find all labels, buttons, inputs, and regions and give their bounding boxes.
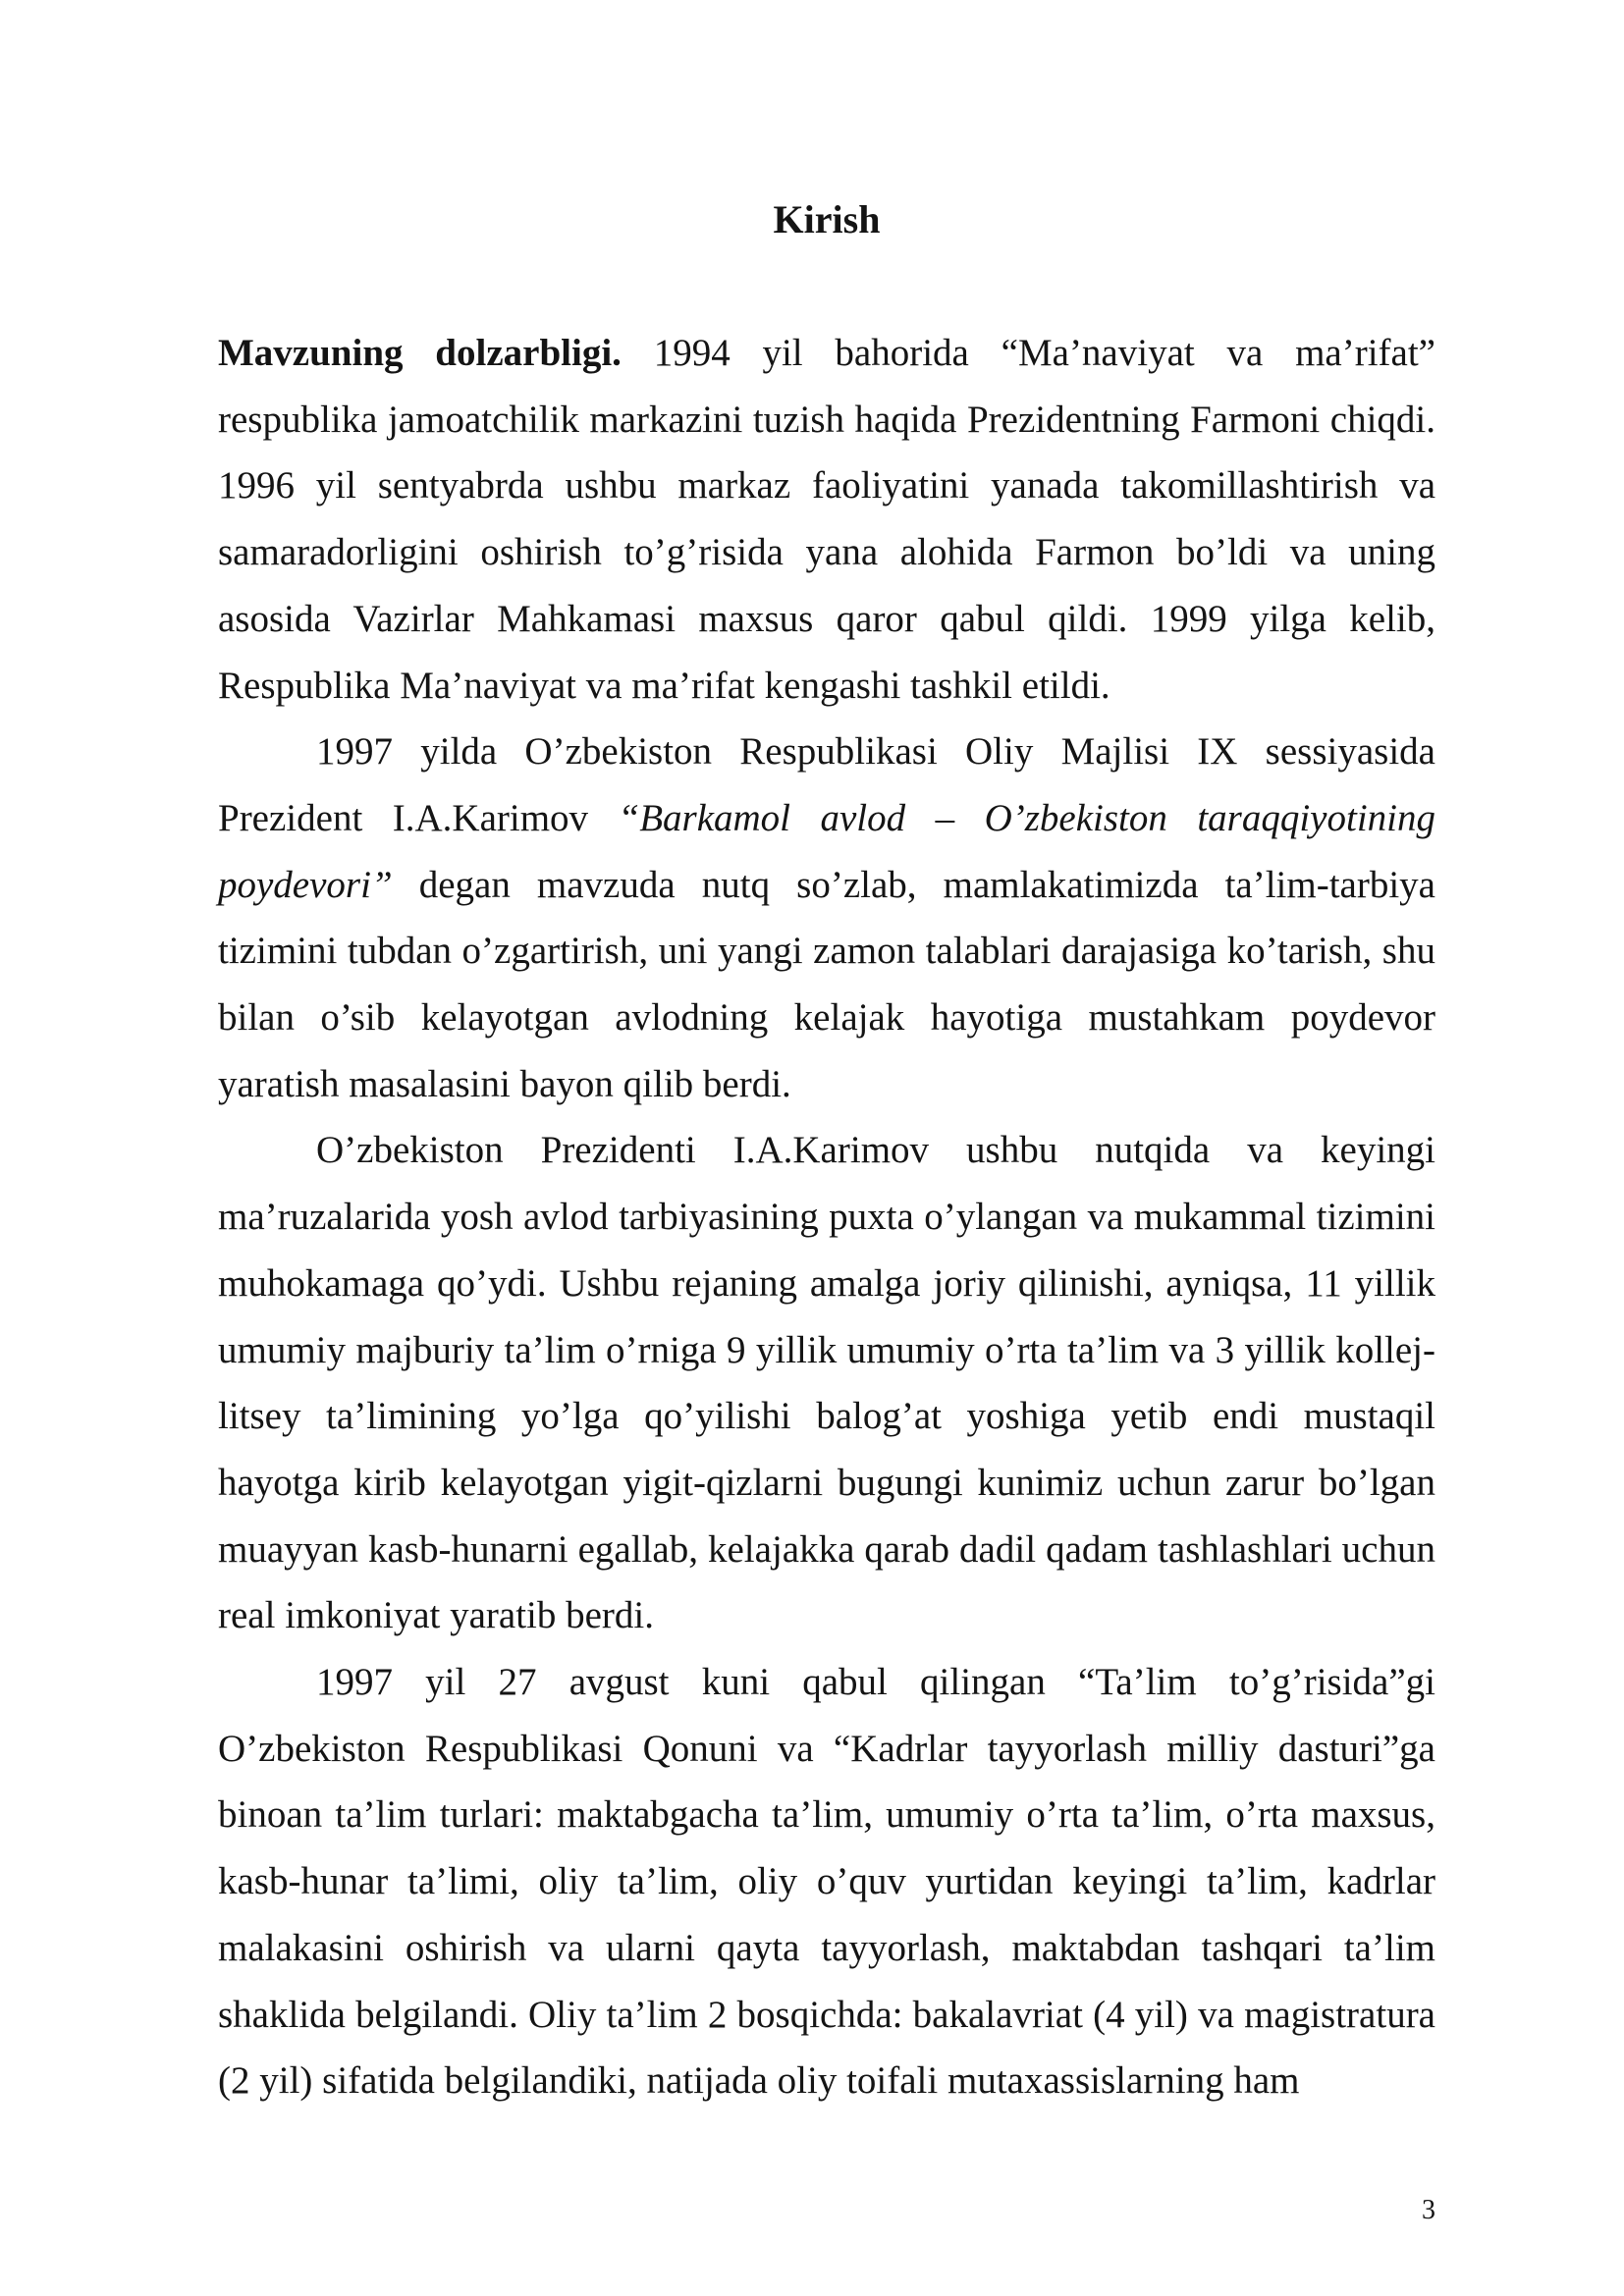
page-number: 3	[1422, 2195, 1435, 2225]
paragraph-text: degan mavzuda nutq so’zlab, mamlakatimizda ta’lim-tarbiya tizimini tubdan o’zgartirish, uni yangi zamon talablari darajasiga ko’tarish, shu bilan o’sib kelayotgan avlodning kelajak hayotiga mustahkam poydevor yaratish masalasini bayon qilib berdi.	[218, 863, 1435, 1105]
body-text	[218, 320, 1435, 2114]
paragraph-education-law: 1997 yil 27 avgust kuni qabul qilingan “Ta’lim to’g’risida”gi O’zbekiston Respublikasi Qonuni va “Kadrlar tayyorlash milliy dasturi”ga binoan ta’lim turlari: maktabgacha ta’lim, umumiy o’rta ta’lim, o’rta maxsus, kasb-hunar ta’limi, oliy ta’lim, oliy o’quv yurtidan keyingi ta’lim, kadrlar malakasini oshirish va ularni qayta tayyorlash, maktabdan tashqari ta’lim shaklida belgilandi. Oliy ta’lim 2 bosqichda: bakalavriat (4 yil) va magistratura (2 yil) sifatida belgilandiki, natijada oliy toifali mutaxassislarning ham	[218, 1661, 1435, 2103]
paragraph-text: 1997 yilda O’zbekiston Respublikasi Oliy Majlisi IX sessiyasida Prezident I.A.Karimov	[218, 730, 1435, 839]
page-title: Kirish	[773, 197, 881, 241]
paragraph-relevance	[218, 320, 1435, 719]
paragraph-lead-heading: Mavzuning dolzarbligi.	[218, 332, 622, 374]
paragraph-text: 1994 yil bahorida “Ma’naviyat va ma’rifat” respublika jamoatchilik markazini tuzish haqida Prezidentning Farmoni chiqdi. 1996 yil sentyabrda ushbu markaz faoliyatini yanada takomillashtirish va samaradorligini oshirish to’g’risida yana alohida Farmon bo’ldi va uning asosida Vazirlar Mahkamasi maxsus qaror qabul qildi. 1999 yilga kelib, Respublika Ma’naviyat va ma’rifat kengashi tashkil etildi.	[218, 332, 1435, 707]
paragraph-speech	[218, 719, 1435, 1117]
paragraph-reform: O’zbekiston Prezidenti I.A.Karimov ushbu nutqida va keyingi ma’ruzalarida yosh avlod tarbiyasining puxta o’ylangan va mukammal tizimini muhokamaga qo’ydi. Ushbu rejaning amalga joriy qilinishi, ayniqsa, 11 yillik umumiy majburiy ta’lim o’rniga 9 yillik umumiy o’rta ta’lim va 3 yillik kollej-litsey ta’limining yo’lga qo’yilishi balog’at yoshiga yetib endi mustaqil hayotga kirib kelayotgan yigit-qizlarni bugungi kunimiz uchun zarur bo’lgan muayyan kasb-hunarni egallab, kelajakka qarab dadil qadam tashlashlari uchun real imkoniyat yaratib berdi.	[218, 1129, 1435, 1637]
speech-title-italic: “Barkamol avlod – O’zbekiston taraqqiyotining poydevori”	[218, 796, 1435, 906]
